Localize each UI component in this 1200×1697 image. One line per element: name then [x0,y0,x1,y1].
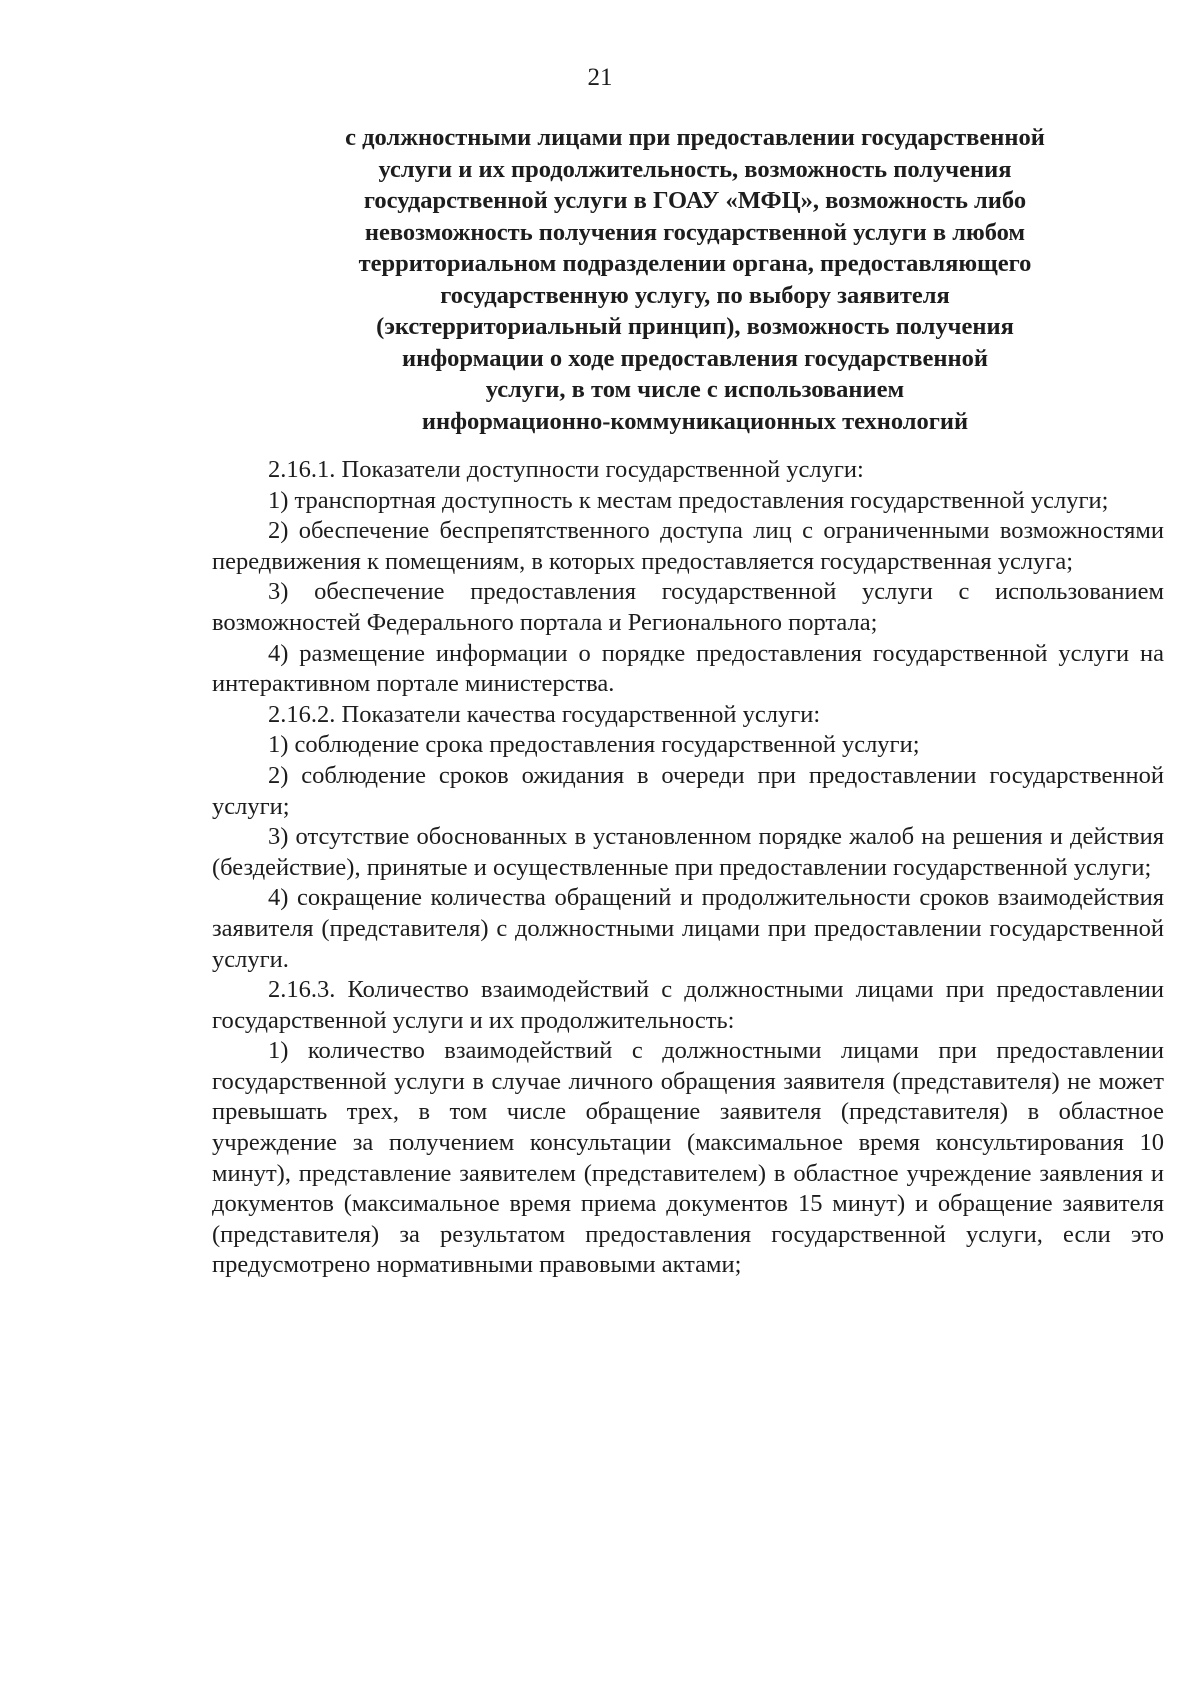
paragraph-2-16-1-title: 2.16.1. Показатели доступности государственной услуги: [268,456,864,483]
paragraph-2-16-2-title: 2.16.2. Показатели качества государственной услуги: [268,700,821,728]
document-body [212,455,1164,1281]
heading-line: информации о ходе предоставления государственной [401,344,988,372]
paragraph-2-16-3-item-1: 1) количество взаимодействий с должностными лицами при предоставлении государственной услуги в случае личного обращения заявителя (представителя) не может превышать трех, в том числе обращение заявителя (представителя) в областное учреждение за получением консультации (максимальное время консультирования 10 минут), представление заявителем (представителем) в областное учреждение заявления и документов (максимальное время приема документов 15 минут) и обращение заявителя (представителя) за результатом предоставления государственной услуги, если это предусмотрено нормативными правовыми актами; [212,1037,1164,1279]
paragraph-2-16-3-title: 2.16.3. Количество взаимодействий с должностными лицами при предоставлении государственной услуги и их продолжительность: [212,976,1164,1034]
heading-line: услуги, в том числе с использованием [485,376,905,403]
paragraph-2-16-1-item-3: 3) обеспечение предоставления государственной услуги с использованием возможностей Федерального портала и Регионального портала; [212,578,1164,636]
paragraph-2-16-2-item-3: 3) отсутствие обоснованных в установленном порядке жалоб на решения и действия (бездействие), принятые и осуществленные при предоставлении государственной услуги; [212,823,1164,881]
paragraph-2-16-2-item-4: 4) сокращение количества обращений и продолжительности сроков взаимодействия заявителя (представителя) с должностными лицами при предоставлении государственной услуги. [212,884,1164,973]
heading-line: территориальном подразделении органа, предоставляющего [358,250,1032,277]
heading-line: государственной услуги в ГОАУ «МФЦ», возможность либо [363,187,1027,214]
section-heading [290,122,1100,437]
paragraph-2-16-1-item-4: 4) размещение информации о порядке предоставления государственной услуги на интерактивном портале министерства. [212,639,1164,698]
paragraph-2-16-1-item-2: 2) обеспечение беспрепятственного доступа лиц с ограниченными возможностями передвижения к помещениям, в которых предоставляется государственная услуга; [212,517,1164,575]
heading-line: невозможность получения государственной услуги в любом [364,218,1026,246]
paragraph-2-16-2-item-2: 2) соблюдение сроков ожидания в очереди при предоставлении государственной услуги; [212,761,1164,820]
heading-line: услуги и их продолжительность, возможность получения [378,155,1012,183]
heading-line: с должностными лицами при предоставлении государственной [345,124,1045,151]
paragraph-2-16-1-item-1: 1) транспортная доступность к местам предоставления государственной услуги; [268,486,1109,514]
heading-line: информационно-коммуникационных технологий [421,407,969,435]
heading-line: (экстерриториальный принцип), возможность получения [376,313,1014,340]
heading-line: государственную услугу, по выбору заявителя [440,281,950,309]
page-number: 21 [587,64,613,91]
paragraph-2-16-2-item-1: 1) соблюдение срока предоставления государственной услуги; [268,731,920,759]
